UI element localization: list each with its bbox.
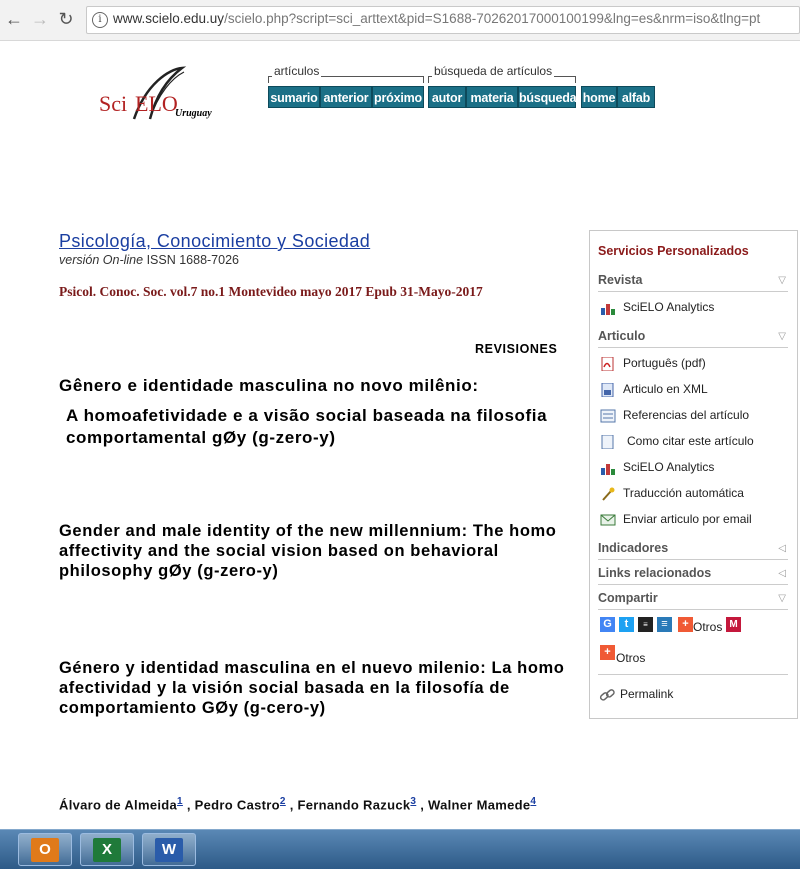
- author-name: , Walner Mamede: [420, 797, 531, 813]
- permalink-link[interactable]: [599, 687, 673, 702]
- info-icon[interactable]: i: [92, 12, 108, 28]
- back-icon[interactable]: ←: [5, 9, 23, 29]
- google-share-icon[interactable]: G: [600, 617, 615, 632]
- cite-link[interactable]: [600, 434, 754, 449]
- address-bar[interactable]: [86, 6, 800, 34]
- section-label: Articulo: [598, 329, 646, 343]
- author-ref-link[interactable]: 3: [410, 796, 417, 807]
- busqueda-button[interactable]: búsqueda: [518, 86, 576, 108]
- home-button[interactable]: home: [581, 86, 617, 108]
- materia-button[interactable]: materia: [466, 86, 518, 108]
- item-label: Permalink: [620, 687, 674, 701]
- section-label: Revista: [598, 273, 643, 287]
- scielo-analytics-link[interactable]: [600, 300, 714, 315]
- document-icon: [600, 435, 616, 449]
- author-name: , Fernando Razuck: [289, 797, 411, 813]
- version-prefix: versión On-line: [59, 253, 144, 267]
- section-label: REVISIONES: [475, 342, 558, 356]
- chevron-left-icon: ◁: [778, 543, 786, 554]
- anterior-button[interactable]: anterior: [320, 86, 372, 108]
- authors: [59, 795, 536, 812]
- pdf-icon: [600, 357, 616, 371]
- nav-group-label: artículos: [274, 64, 320, 78]
- alfab-button[interactable]: alfab: [617, 86, 655, 108]
- xml-link[interactable]: [600, 382, 708, 397]
- outlook-taskbar-button[interactable]: [18, 833, 72, 866]
- title-en: Gender and male identity of the new millennium: The homo affectivity and the social vision based on behavioral philosophy gØy (g-zero-y): [59, 522, 557, 580]
- otros-label[interactable]: Otros: [693, 620, 723, 634]
- share-row: [600, 617, 790, 633]
- url-text: [113, 11, 760, 26]
- scielo-logo[interactable]: [96, 64, 226, 128]
- browser-toolbar: [0, 0, 800, 41]
- references-icon: [600, 409, 616, 423]
- pdf-link[interactable]: [600, 356, 706, 371]
- item-label: Português (pdf): [623, 356, 706, 370]
- section-label: Compartir: [598, 591, 658, 605]
- journal-title-link[interactable]: Psicología, Conocimiento y Sociedad: [59, 231, 371, 251]
- author-ref-link[interactable]: 2: [279, 796, 286, 807]
- section-links-relacionados[interactable]: [598, 566, 788, 585]
- section-compartir[interactable]: [598, 591, 788, 610]
- twitter-share-icon[interactable]: t: [619, 617, 634, 632]
- plus-share-icon[interactable]: +: [678, 617, 693, 632]
- translation-link[interactable]: [600, 486, 744, 501]
- item-label: Referencias del artículo: [623, 408, 750, 422]
- xml-icon: [600, 383, 616, 397]
- item-label: Como citar este artículo: [627, 434, 754, 448]
- reload-icon[interactable]: ↻: [58, 9, 74, 29]
- author-ref-link[interactable]: 4: [530, 796, 537, 807]
- references-link[interactable]: [600, 408, 749, 423]
- scielo-analytics-link[interactable]: [600, 460, 714, 475]
- autor-button[interactable]: autor: [428, 86, 466, 108]
- url-path: /scielo.php?script=sci_arttext&pid=S1688-70262017000100199&lng=es&nrm=iso&tlng=pt: [224, 11, 761, 26]
- excel-icon: X: [93, 838, 121, 862]
- section-revista[interactable]: [598, 273, 788, 292]
- chevron-down-icon: ▽: [778, 275, 786, 286]
- digg-share-icon[interactable]: ≡: [638, 617, 653, 632]
- word-icon: W: [155, 838, 183, 862]
- version-line: [59, 253, 239, 267]
- section-indicadores[interactable]: [598, 541, 788, 560]
- author-ref-link[interactable]: 1: [177, 796, 183, 807]
- author-name: Álvaro de Almeida: [59, 797, 178, 813]
- bar-chart-icon: [600, 461, 616, 475]
- citation: Psicol. Conoc. Soc. vol.7 no.1 Montevideo mayo 2017 Epub 31-Mayo-2017: [59, 284, 483, 299]
- issn: ISSN 1688-7026: [146, 253, 239, 267]
- logo-sci: Sci: [99, 91, 128, 116]
- sumario-button[interactable]: sumario: [268, 86, 320, 108]
- list-share-icon[interactable]: ≡: [657, 617, 672, 632]
- proximo-button[interactable]: próximo: [372, 86, 424, 108]
- email-icon: [600, 513, 616, 527]
- word-taskbar-button[interactable]: [142, 833, 196, 866]
- chevron-down-icon: ▽: [778, 331, 786, 342]
- chevron-down-icon: ▽: [778, 593, 786, 604]
- nav-group-label: búsqueda de artículos: [434, 64, 553, 78]
- mendeley-share-icon[interactable]: M: [726, 617, 741, 632]
- otros-label: Otros: [616, 651, 646, 665]
- item-label: Enviar articulo por email: [623, 512, 752, 526]
- wand-icon: [600, 487, 616, 501]
- chevron-left-icon: ◁: [778, 568, 786, 579]
- panel-title: Servicios Personalizados: [598, 244, 749, 258]
- logo-elo: ELO: [135, 91, 178, 116]
- outlook-icon: O: [31, 838, 59, 862]
- excel-taskbar-button[interactable]: [80, 833, 134, 866]
- bar-chart-icon: [600, 301, 616, 315]
- title-pt-line2: A homoafetividade e a visão social baseada na filosofia comportamental gØy (g-zero-y): [66, 406, 548, 447]
- section-label: Indicadores: [598, 541, 669, 555]
- logo-country: Uruguay: [175, 108, 212, 119]
- section-label: Links relacionados: [598, 566, 712, 580]
- divider: [598, 674, 788, 675]
- title-pt-line1: Gênero e identidade masculina no novo milênio:: [59, 376, 479, 395]
- plus-share-icon[interactable]: +: [600, 645, 615, 660]
- windows-taskbar: [0, 829, 800, 869]
- item-label: Traducción automática: [623, 486, 744, 500]
- link-icon: [599, 688, 615, 702]
- title-es: Género y identidad masculina en el nuevo milenio: La homo afectividad y la visión social basada en la filosofía de comportamiento GØy (g-cero-y): [59, 659, 565, 717]
- item-label: Articulo en XML: [623, 382, 708, 396]
- item-label: SciELO Analytics: [623, 300, 715, 314]
- item-label: SciELO Analytics: [623, 460, 715, 474]
- author-name: , Pedro Castro: [186, 797, 280, 813]
- email-link[interactable]: [600, 512, 752, 527]
- forward-icon[interactable]: →: [31, 9, 49, 29]
- section-articulo[interactable]: [598, 329, 788, 348]
- services-panel: [589, 230, 798, 719]
- url-host: www.scielo.edu.uy: [113, 11, 225, 26]
